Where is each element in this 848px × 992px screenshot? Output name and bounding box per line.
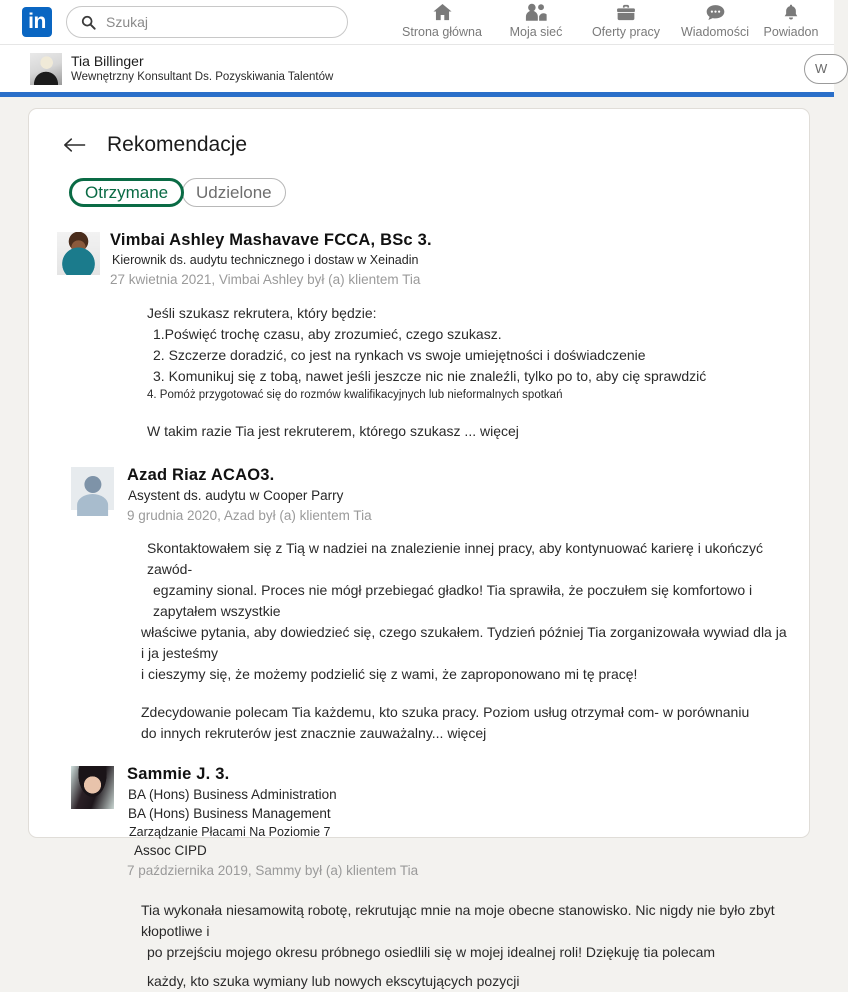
recommender-role: Kierownik ds. audytu technicznego i dostaw w Xeinadin bbox=[112, 252, 419, 267]
identity-action-button[interactable]: W bbox=[804, 54, 848, 84]
recommender-name[interactable]: Vimbai Ashley Mashavave FCCA, BSc 3. bbox=[110, 231, 432, 249]
nav-item-network[interactable] bbox=[492, 2, 580, 40]
avatar[interactable] bbox=[71, 467, 114, 510]
recommendation-text bbox=[49, 303, 789, 442]
avatar-image bbox=[30, 53, 62, 85]
paragraph-spacer bbox=[141, 685, 789, 702]
avatar[interactable] bbox=[71, 766, 114, 809]
recommendation-line: 1.Poświęć trochę czasu, aby zrozumieć, czego szukasz. bbox=[153, 325, 502, 342]
nav-label-notifications: Powiadon bbox=[763, 24, 819, 39]
recommender-role: BA (Hons) Business Management bbox=[128, 805, 331, 821]
back-arrow-icon[interactable] bbox=[62, 132, 88, 158]
recommendation-meta: 7 października 2019, Sammy był (a) klientem Tia bbox=[127, 862, 419, 878]
recommendation-more-line[interactable]: do innych rekruterów jest znacznie zauważalny... więcej bbox=[141, 724, 487, 741]
page-title: Rekomendacje bbox=[107, 133, 248, 156]
recommender-role: Zarządzanie Płacami Na Poziomie 7 bbox=[129, 824, 331, 839]
recommendation-text bbox=[49, 900, 789, 992]
page-body bbox=[0, 97, 834, 989]
recommendation-line: właściwe pytania, aby dowiedzieć się, czego szukałem. Tydzień później Tia zorganizowała wywiad dla ja i ja jesteśmy bbox=[141, 623, 787, 661]
default-avatar-icon bbox=[71, 467, 114, 510]
network-icon bbox=[525, 2, 547, 24]
search-placeholder: Szukaj bbox=[106, 14, 149, 30]
nav-item-home[interactable] bbox=[392, 2, 492, 40]
recommendation-text bbox=[49, 538, 789, 744]
recommendation-more-line[interactable]: W takim razie Tia jest rekruterem, którego szukasz ... więcej bbox=[147, 422, 519, 439]
recommendation-header bbox=[49, 763, 789, 879]
recommendation-line: egzaminy sional. Proces nie mógł przebiegać gładko! Tia sprawiła, że poczułem się komfortowo i zapytałem wszystkie bbox=[153, 581, 753, 619]
member-identity-strip bbox=[0, 45, 834, 92]
recommender-name[interactable]: Sammie J. 3. bbox=[127, 764, 230, 783]
bell-icon bbox=[782, 2, 800, 24]
global-navigation-bar bbox=[0, 0, 834, 45]
recommendation-meta: 9 grudnia 2020, Azad był (a) klientem Tia bbox=[127, 507, 372, 523]
linkedin-logo-text: in bbox=[28, 9, 46, 33]
card-header bbox=[49, 127, 789, 158]
avatar-image bbox=[57, 232, 100, 275]
recommendation-header bbox=[49, 229, 789, 288]
search-input[interactable] bbox=[66, 6, 348, 38]
avatar[interactable] bbox=[57, 232, 100, 275]
recommendation-meta: 27 kwietnia 2021, Vimbai Ashley był (a) klientem Tia bbox=[110, 271, 421, 287]
identity-text bbox=[71, 53, 333, 84]
nav-item-jobs[interactable] bbox=[580, 2, 672, 40]
tab-received[interactable]: Otrzymane bbox=[69, 178, 184, 207]
recommendation-line: Zdecydowanie polecam Tia każdemu, kto szuka pracy. Poziom usług otrzymał com- w porównaniu bbox=[141, 703, 750, 720]
recommender-role: BA (Hons) Business Administration bbox=[128, 786, 337, 802]
nav-item-messages[interactable] bbox=[672, 2, 758, 40]
avatar-image bbox=[71, 766, 114, 809]
recommendation-line: Jeśli szukasz rekrutera, który będzie: bbox=[147, 304, 377, 321]
recommendations-card bbox=[28, 108, 810, 989]
linkedin-logo[interactable] bbox=[22, 7, 52, 37]
tab-given[interactable]: Udzielone bbox=[182, 178, 286, 207]
recommendation-line: 2. Szczerze doradzić, co jest na rynkach vs swoje umiejętności i doświadczenie bbox=[153, 346, 646, 363]
nav-label-jobs: Oferty pracy bbox=[591, 24, 661, 39]
nav-label-messages: Wiadomości bbox=[680, 24, 750, 39]
search-icon bbox=[81, 15, 96, 30]
recommendation-line: każdy, kto szuka wymiany lub nowych ekscytujących pozycji bbox=[147, 972, 520, 989]
recommendation-item bbox=[49, 229, 789, 442]
nav-items bbox=[392, 0, 824, 45]
recommendation-item bbox=[49, 763, 789, 992]
briefcase-icon bbox=[616, 2, 636, 24]
recommendation-line: 4. Pomóż przygotować się do rozmów kwalifikacyjnych lub nieformalnych spotkań bbox=[147, 388, 563, 401]
message-icon bbox=[705, 2, 726, 24]
recommendation-line: 3. Komunikuj się z tobą, nawet jeśli jeszcze nic nie znaleźli, tylko po to, aby cię sprawdzić bbox=[153, 367, 707, 384]
nav-item-notifications[interactable] bbox=[758, 2, 824, 40]
member-headline: Wewnętrzny Konsultant Ds. Pozyskiwania Talentów bbox=[71, 70, 334, 83]
recommendation-line: po przejściu mojego okresu próbnego osiedlili się w mojej idealnej roli! Dziękuję tia polecam bbox=[147, 943, 716, 960]
paragraph-spacer bbox=[141, 963, 789, 971]
member-name: Tia Billinger bbox=[71, 52, 144, 69]
recommendation-line: Tia wykonała niesamowitą robotę, rekrutując mnie na moje obecne stanowisko. Nic nigdy nie było zbyt kłopotliwe i bbox=[141, 901, 775, 939]
recommendation-line: i cieszymy się, że możemy podzielić się z wami, że zaproponowano mi tę pracę! bbox=[141, 665, 638, 682]
recommendation-item bbox=[49, 464, 789, 744]
nav-label-network: Moja sieć bbox=[509, 24, 563, 39]
recommender-role: Assoc CIPD bbox=[134, 842, 207, 858]
recommendation-tabs bbox=[69, 178, 789, 208]
recommender-identity bbox=[100, 229, 432, 288]
recommendation-line: Skontaktowałem się z Tią w nadziei na znalezienie innej pracy, aby kontynuować karierę i ukończyć zawód- bbox=[147, 539, 764, 577]
recommender-identity bbox=[114, 464, 372, 524]
avatar[interactable] bbox=[30, 53, 62, 85]
recommender-name[interactable]: Azad Riaz ACAO3. bbox=[127, 465, 275, 484]
home-icon bbox=[432, 2, 453, 24]
recommender-role: Asystent ds. audytu w Cooper Parry bbox=[128, 487, 344, 503]
nav-label-home: Strona główna bbox=[402, 24, 482, 39]
paragraph-spacer bbox=[147, 404, 789, 421]
recommender-identity bbox=[114, 763, 418, 879]
recommendation-header bbox=[49, 464, 789, 524]
